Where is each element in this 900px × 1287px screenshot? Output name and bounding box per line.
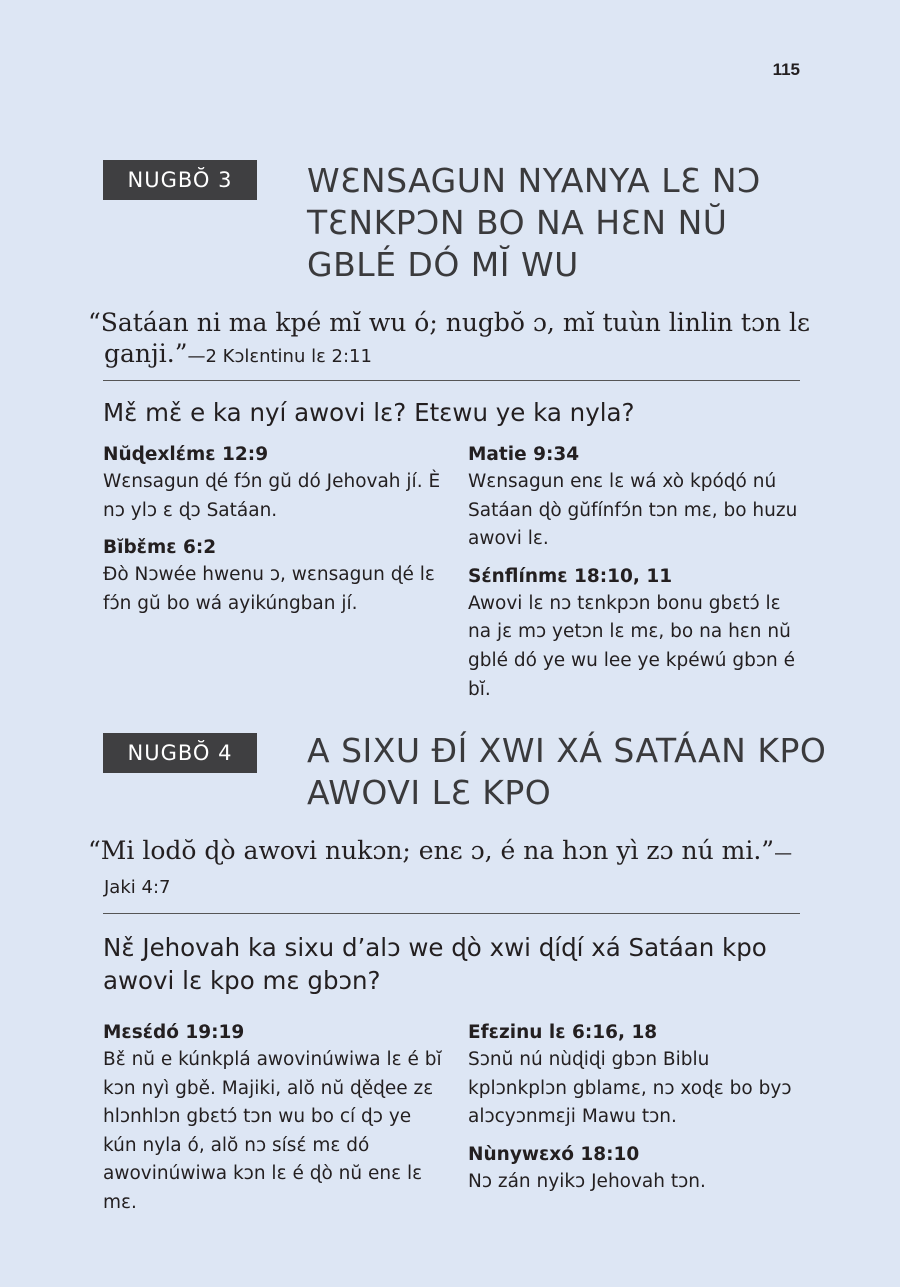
scripture-summary: Nɔ zán nyikɔ Jehovah tɔn.	[468, 1170, 706, 1192]
scripture-summary: Sɔnŭ nú nùɖiɖi gbɔn Biblu kplɔnkplɔn gblamɛ, nɔ xoɖɛ bo byɔ alɔcyɔnmɛji Mawu tɔn.	[468, 1049, 792, 1128]
divider	[103, 913, 800, 914]
point-3-title: WƐNSAGUN NYANYA LƐ NƆ TƐNKPƆN BO NA HƐN NŬ GBLÉ DÓ MĬ WU	[307, 161, 761, 284]
scripture-reference: —2 Kɔlɛntinu lɛ 2:11	[187, 346, 372, 367]
quote-text: “Mi lodŏ ɖò awovi nukɔn; enɛ ɔ, é na hɔn yì zɔ nú mi.”	[88, 836, 775, 865]
scripture-reference: Mɛsɛ́dó 19:19	[103, 1022, 245, 1043]
scripture-summary: Ðò Nɔwée hwenu ɔ, wɛnsagun ɖé lɛ fɔ́n gŭ bo wá ayikúngban jí.	[103, 564, 435, 614]
scripture-reference: Efɛzinu lɛ 6:16, 18	[468, 1022, 658, 1043]
page-number: 115	[772, 60, 800, 79]
quote-text: “Satáan ni ma kpé mĭ wu ó; nugbŏ ɔ, mĭ tuùn linlin tɔn lɛ ganji.”	[88, 308, 810, 368]
point-4-quote	[88, 835, 816, 903]
scripture-entry	[468, 441, 808, 554]
scripture-summary: Bɛ̌ nŭ e kúnkplá awovinúwiwa lɛ é bĭ kɔn nyì gbě. Majiki, alŏ nŭ ɖěɖee zɛ hlɔnhlɔn gbɛtɔ́ tɔn wu bo cí ɖɔ ye kún nyla ó, alŏ nɔ sísɛ́ mɛ dó awovinúwiwa kɔn lɛ é ɖò nŭ enɛ lɛ mɛ.	[103, 1049, 442, 1213]
scripture-entry	[103, 534, 443, 618]
scripture-entry	[468, 563, 808, 704]
scripture-summary: Awovi lɛ nɔ tɛnkpɔn bonu gbɛtɔ́ lɛ na jɛ mɔ yetɔn lɛ mɛ, bo na hɛn nŭ gblé dó ye wu lee ye kpéwú gbɔn é bĭ.	[468, 592, 795, 700]
scripture-reference: Bĭbɛ̌mɛ 6:2	[103, 537, 217, 559]
scripture-entry	[103, 1019, 443, 1218]
scripture-reference: Nùnywɛxó 18:10	[468, 1143, 640, 1165]
scripture-entry	[468, 1019, 808, 1132]
scripture-summary: Wɛnsagun ɖé fɔ́n gŭ dó Jehovah jí. È nɔ ylɔ ɛ ɖɔ Satáan.	[103, 471, 441, 521]
scripture-entry	[103, 441, 443, 525]
point-3-quote	[88, 307, 816, 372]
point-4-question: Nɛ̌ Jehovah ka sixu d’alɔ we ɖò xwi ɖíɖí xá Satáan kpo awovi lɛ kpo mɛ gbɔn?	[103, 933, 767, 995]
scripture-reference: —Jaki 4:7	[104, 843, 793, 898]
point-3-label: NUGBŎ 3	[103, 160, 257, 200]
scripture-reference: Matie 9:34	[468, 444, 580, 465]
point-4-left-column	[103, 1019, 443, 1227]
point-4-label: NUGBŎ 4	[103, 733, 257, 773]
point-4-title: A SIXU ÐÍ XWI XÁ SATÁAN KPO AWOVI LƐ KPO	[307, 731, 827, 812]
scripture-reference: Nŭɖexlɛ́mɛ 12:9	[103, 444, 269, 465]
scripture-summary: Wɛnsagun enɛ lɛ wá xò kpóɖó nú Satáan ɖò gŭfínfɔ́n tɔn mɛ, bo huzu awovi lɛ.	[468, 471, 798, 550]
point-3-question: Mɛ̌ mɛ̌ e ka nyí awovi lɛ? Etɛwu ye ka nyla?	[103, 398, 635, 427]
scripture-reference: Sɛ́nflínmɛ 18:10, 11	[468, 565, 673, 587]
point-4-right-column	[468, 1019, 808, 1205]
point-3-right-column	[468, 441, 808, 713]
point-3-left-column	[103, 441, 443, 627]
scripture-entry	[468, 1141, 808, 1197]
divider	[103, 380, 800, 381]
